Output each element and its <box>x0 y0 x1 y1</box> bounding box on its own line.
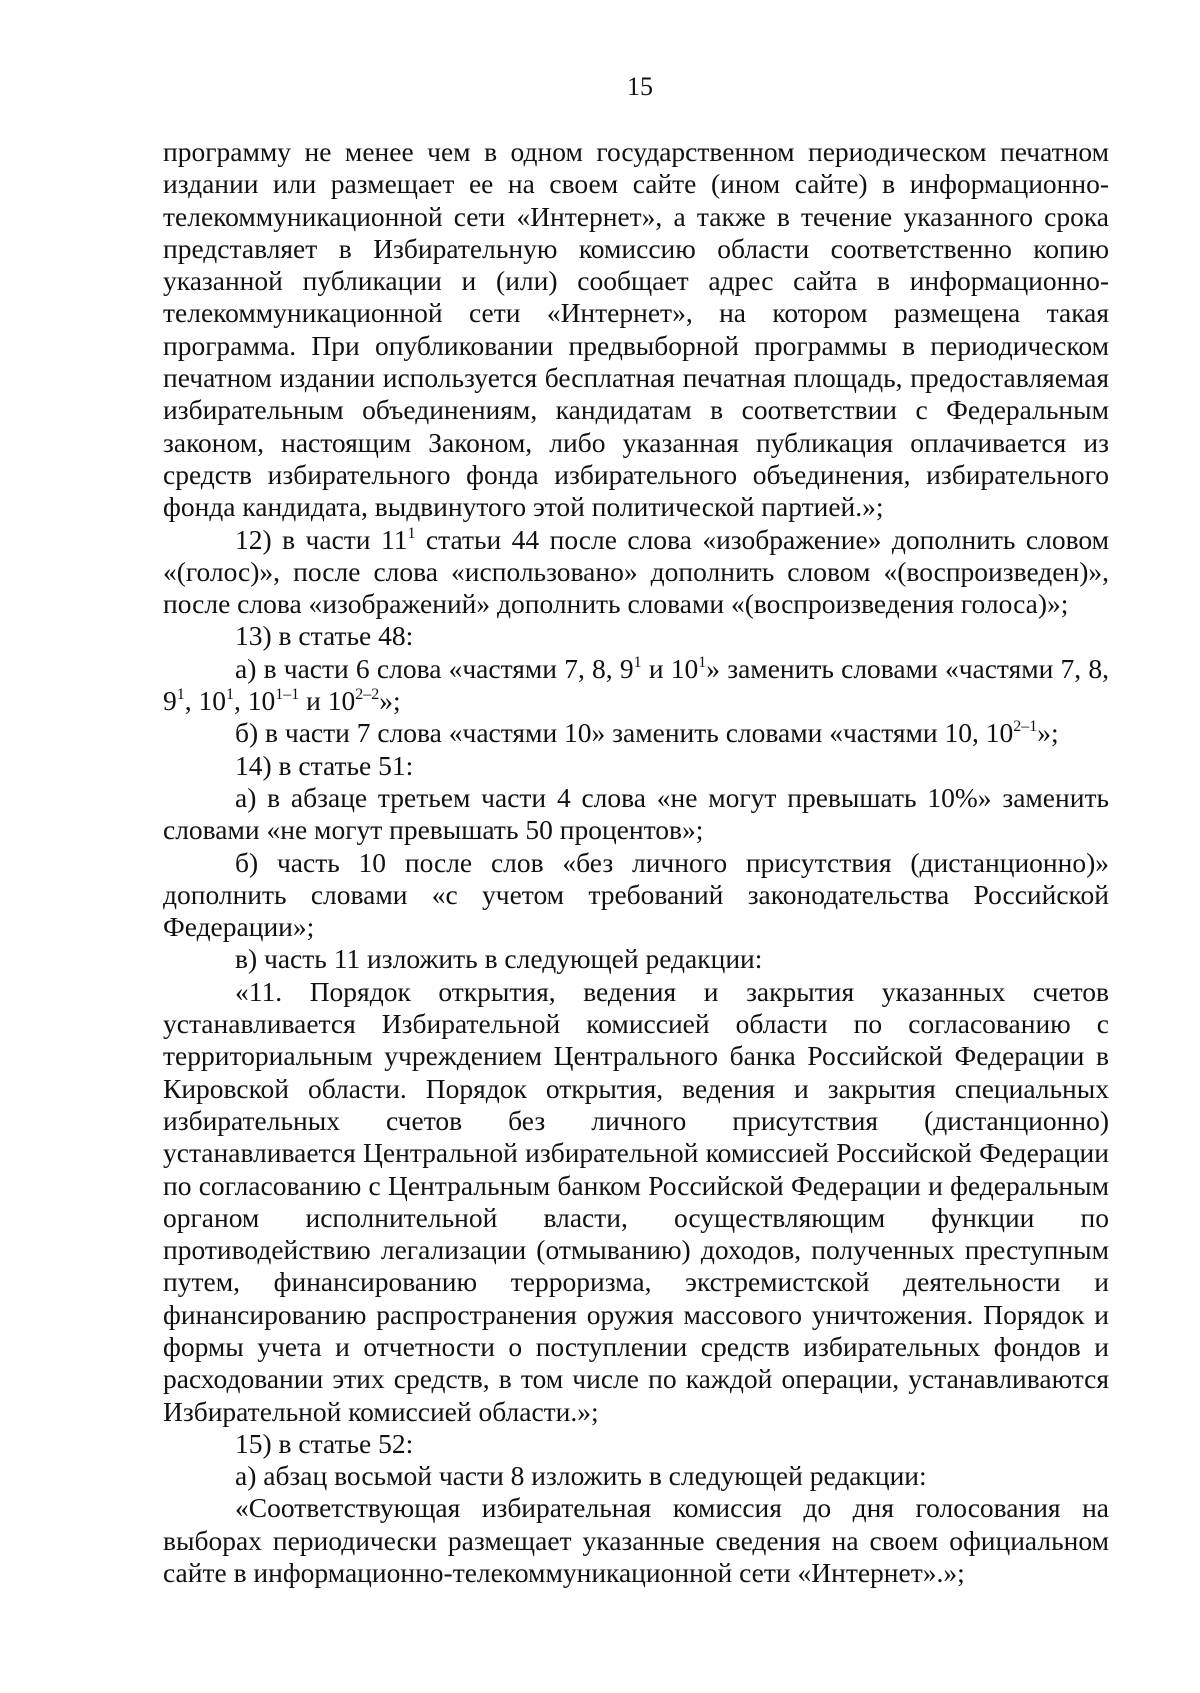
text-fragment: и 10 <box>641 652 699 684</box>
text-fragment: »; <box>379 685 401 717</box>
paragraph-item-14c: в) часть 11 изложить в следующей редакции: <box>235 943 763 975</box>
superscript: 1–1 <box>275 686 300 704</box>
superscript: 2–1 <box>1013 718 1038 736</box>
paragraph-item-13a <box>163 653 1109 718</box>
paragraph-item-13: 13) в статье 48: <box>235 620 414 652</box>
paragraph-item-15a: а) абзац восьмой части 8 изложить в следующей редакции: <box>235 1460 927 1492</box>
superscript: 1 <box>407 524 416 542</box>
text-fragment: б) в части 7 слова «частями 10» заменить словами «частями 10, 10 <box>235 717 1014 749</box>
superscript: 1 <box>226 686 234 704</box>
page-number: 15 <box>627 72 653 101</box>
text-fragment: 12) в части 11 <box>235 523 408 555</box>
paragraph-item-14b: б) часть 10 после слов «без личного присутствия (дистанционно)» дополнить словами «с учетом требований законодательства Российской Федерации»; <box>163 846 1109 943</box>
text-fragment: » заменить словами «частями 7, 8, 9 <box>163 652 1110 717</box>
paragraph-program-publication: программу не менее чем в одном государственном периодическом печатном издании или размещает ее на своем сайте (ином сайте) в информационно-телекоммуникационной сети «Интернет», а также в течение указанного срока представляет в Избирательную комиссию области соответственно копию указанной публикации и (или) сообщает адрес сайта в информационно-телекоммуникационной сети «Интернет», на котором размещена такая программа. При опубликовании предвыборной программы в периодическом печатном издании используется бесплатная печатная площадь, предоставляемая избирательным объединениям, кандидатам в соответствии с Федеральным законом, настоящим Законом, либо указанная публикация оплачивается из средств избирательного фонда избирательного объединения, избирательного фонда кандидата, выдвинутого этой политической партией.»; <box>163 136 1109 523</box>
text-fragment: а) в части 6 слова «частями 7, 8, 9 <box>235 652 634 684</box>
paragraph-quoted-part-11: «11. Порядок открытия, ведения и закрытия указанных счетов устанавливается Избирательной комиссией области по согласованию с территориальным учреждением Центрального банка Российской Федерации в Кировской области. Порядок открытия, ведения и закрытия специальных избирательных счетов без личного присутствия (дистанционно) устанавливается Центральной избирательной комиссией Российской Федерации по согласованию с Центральным банком Российской Федерации и федеральным органом исполнительной власти, осуществляющим функции по противодействию легализации (отмыванию) доходов, полученных преступным путем, финансированию терроризма, экстремистской деятельности и финансированию распространения оружия массового уничтожения. Порядок и формы учета и отчетности о поступлении средств избирательных фондов и расходовании этих средств, в том числе по каждой операции, устанавливаются Избирательной комиссией области.»; <box>163 975 1109 1427</box>
paragraph-item-13b <box>163 717 1109 749</box>
superscript: 2–2 <box>355 686 380 704</box>
paragraph-quoted-abzac: «Соответствующая избирательная комиссия до дня голосования на выборах периодически размещает указанные сведения на своем официальном сайте в информационно-телекоммуникационной сети «Интернет».»; <box>163 1492 1109 1589</box>
document-body <box>163 136 1109 1589</box>
superscript: 1 <box>633 653 642 671</box>
paragraph-item-12 <box>163 524 1109 621</box>
text-fragment: и 10 <box>299 685 356 717</box>
superscript: 1 <box>698 653 707 671</box>
paragraph-item-15: 15) в статье 52: <box>235 1427 414 1459</box>
paragraph-item-14: 14) в статье 51: <box>235 749 414 781</box>
paragraph-item-14a: а) в абзаце третьем части 4 слова «не могут превышать 10%» заменить словами «не могут превышать 50 процентов»; <box>163 781 1109 846</box>
text-fragment: »; <box>1037 717 1059 749</box>
text-fragment: , 10 <box>184 685 226 717</box>
text-fragment: статьи 44 после слова «изображение» дополнить словом «(голос)», после слова «использовано» дополнить словом «(воспроизведен)», после слова «изображений» дополнить словами «(воспроизведения голоса)»; <box>163 523 1109 620</box>
superscript: 1 <box>176 686 185 704</box>
text-fragment: , 10 <box>234 685 276 717</box>
